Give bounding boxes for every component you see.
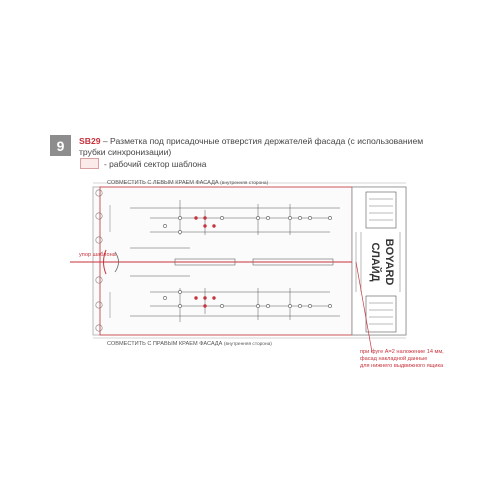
section-number-badge: 9 [50,135,71,156]
legend-label: - рабочий сектор шаблона [104,158,207,169]
note-text: при фуге A=2 наложение 14 мм, фасад накладной данные для нижнего выдвижного ящика [360,349,444,369]
stop-label-text: упор шаблона [79,252,116,258]
bottom-caption: СОВМЕСТИТЬ С ПРАВЫМ КРАЕМ ФАСАДА (внутренняя сторона) [107,341,272,347]
svg-text:BOYARD: BOYARD [383,238,395,286]
svg-text:СЛАЙД: СЛАЙД [369,242,381,282]
top-caption: СОВМЕСТИТЬ С ЛЕВЫМ КРАЕМ ФАСАДА (внутренняя сторона) [107,180,269,186]
product-code: SB29 [79,136,101,146]
heading-text: – Разметка под присадочные отверстия держателей фасада (с использованием трубки синхронизации) [79,136,424,157]
